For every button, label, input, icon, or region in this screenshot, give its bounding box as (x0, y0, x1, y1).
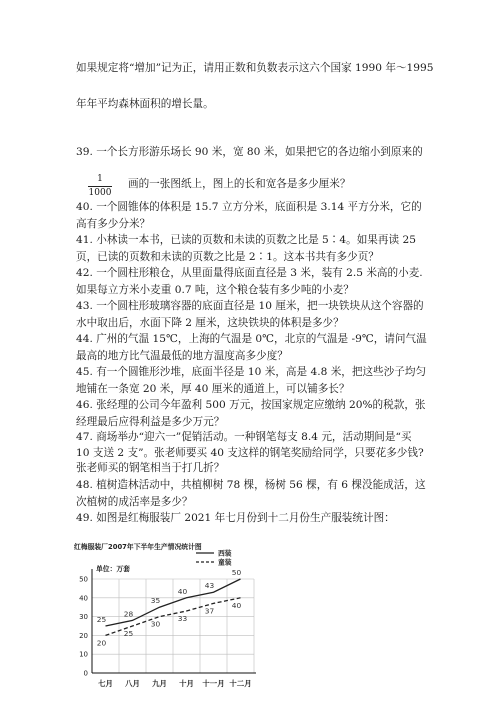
data-label: 30 (150, 619, 161, 629)
data-label: 43 (204, 581, 215, 591)
intro-line-1: 如果规定将“增加”记为正，请用正数和负数表示这六个国家 1990 年～1995 (76, 62, 434, 74)
question-43: 43. 一个圆柱形玻璃容器的底面直径是 10 厘米，把一块铁块从这个容器的水中取出后，水面下降 2 厘米，这块铁块的体积是多少？ (76, 300, 424, 329)
y-tick-label: 50 (79, 575, 88, 584)
data-label: 28 (123, 609, 134, 619)
x-tick-label: 十二月 (229, 679, 252, 688)
x-tick-label: 八月 (125, 679, 140, 688)
x-tick-label: 十一月 (202, 679, 225, 688)
legend-label: 西装 (218, 549, 232, 558)
chart-x-axis (98, 679, 251, 688)
chart-grid (92, 569, 256, 673)
fraction-numerator: 1 (97, 174, 103, 184)
chart-legend (196, 549, 232, 567)
intro-line-2: 年年平均森林面积的增长量。 (76, 98, 214, 110)
data-label: 50 (231, 568, 242, 577)
fraction-bar (88, 186, 112, 187)
data-label: 37 (204, 606, 215, 616)
question-46: 46. 张经理的公司今年盈利 500 万元，按国家规定应缴纳 20%的税款，张经理最后应得利益是多少万元？ (76, 399, 426, 428)
question-39-cont: 画的一张图纸上，图上的长和宽各是多少厘米？ (128, 178, 351, 190)
question-44: 44. 广州的气温 15℃，上海的气温是 0℃，北京的气温是 -9℃，请问气温最高的地方比气温最低的地方温度高多少度？ (76, 333, 427, 362)
production-line-chart (68, 541, 258, 699)
data-label: 33 (177, 613, 188, 623)
question-40: 40. 一个圆锥体的体积是 15.7 立方分米，底面积是 3.14 平方分米，它的高有多少分米？ (76, 201, 422, 230)
question-47: 47. 商场举办“迎六一”促销活动。一种钢笔每支 8.4 元，活动期间是“买 10 支送 2 支”。张老师要买 40 支这样的钢笔奖励给同学，只要花多少钱?张老师买的钢笔相当于打几折？ (76, 431, 424, 474)
fraction-one-thousandth (88, 174, 112, 199)
question-48: 48. 植树造林活动中，共植柳树 78 棵，杨树 56 棵，有 6 棵没能成活，这次植树的成活率是多少？ (76, 479, 426, 508)
data-label: 25 (96, 615, 107, 624)
data-label: 40 (177, 586, 188, 596)
data-label: 40 (231, 600, 242, 610)
y-tick-label: 30 (79, 613, 88, 622)
data-label: 25 (123, 629, 134, 638)
y-tick-label: 40 (79, 594, 88, 603)
y-tick-label: 20 (79, 631, 88, 640)
chart-ylabel: 单位：万套 (96, 565, 130, 573)
legend-label: 童装 (218, 558, 232, 567)
x-tick-label: 七月 (98, 679, 113, 688)
x-tick-label: 十月 (179, 679, 194, 688)
data-label: 20 (96, 638, 107, 648)
y-tick-label: 10 (79, 650, 88, 659)
question-45: 45. 有一个圆锥形沙堆，底面半径是 10 米，高是 4.8 米，把这些沙子均匀地铺在一条宽 20 米，厚 40 厘米的通道上，可以铺多长？ (76, 366, 427, 395)
x-tick-label: 九月 (152, 679, 167, 688)
y-tick-label: 0 (83, 669, 88, 678)
question-39: 39. 一个长方形游乐场长 90 米，宽 80 米，如果把它的各边缩小到原来的 (76, 146, 423, 158)
chart-title: 红梅服装厂2007年下半年生产情况统计图 (74, 543, 202, 551)
question-42: 42. 一个圆柱形粮仓，从里面量得底面直径是 3 米，装有 2.5 米高的小麦.如果每立方米小麦重 0.7 吨，这个粮仓装有多少吨的小麦？ (76, 267, 423, 296)
question-41: 41. 小林读一本书，已读的页数和未读的页数之比是 5∶4。如果再读 25 页，已读的页数和未读的页数之比是 2∶1。这本书共有多少页？ (76, 234, 416, 263)
question-49: 49. 如图是红梅服装厂 2021 年七月份到十二月份生产服装统计图： (76, 512, 395, 524)
fraction-denominator: 1000 (88, 188, 112, 198)
data-label: 35 (150, 596, 161, 606)
chart-y-axis (79, 576, 88, 678)
